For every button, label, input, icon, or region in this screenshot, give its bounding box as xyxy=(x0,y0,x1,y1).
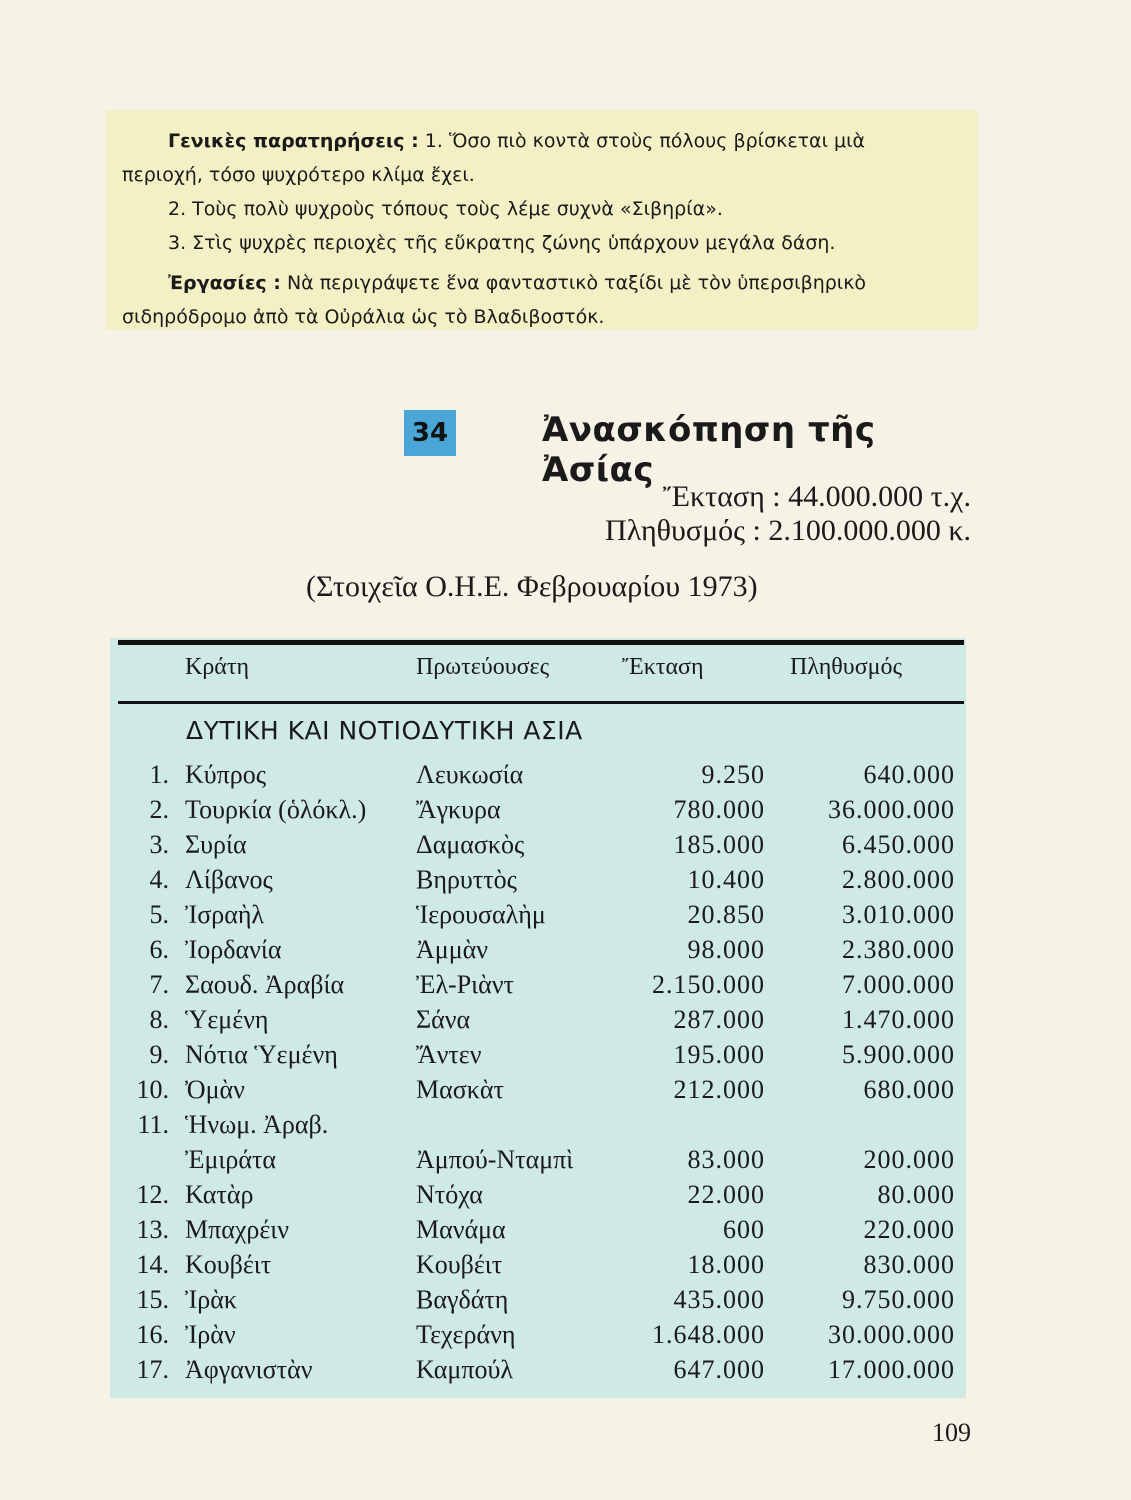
row-number: 3. xyxy=(149,830,169,859)
population-value: 220.000 xyxy=(863,1215,955,1244)
row-number: 5. xyxy=(149,900,169,929)
table-row xyxy=(0,1285,1131,1320)
capital-name: Δαμασκὸς xyxy=(416,830,525,859)
tasks-label: Ἐργασίες : xyxy=(168,272,281,294)
row-number: 11. xyxy=(137,1110,169,1139)
area-value: 185.000 xyxy=(673,830,765,859)
country-name: Συρία xyxy=(185,830,247,859)
population-value: 9.750.000 xyxy=(842,1285,955,1314)
area-value: 18.000 xyxy=(687,1250,765,1279)
table-row xyxy=(0,760,1131,795)
row-number: 14. xyxy=(136,1250,169,1279)
area-value: 780.000 xyxy=(673,795,765,824)
country-name: Ἰορδανία xyxy=(185,935,282,964)
row-number: 1. xyxy=(149,760,169,789)
population-value: 30.000.000 xyxy=(828,1320,955,1349)
row-number: 2. xyxy=(149,795,169,824)
table-row xyxy=(0,1110,1131,1145)
area-value: 2.150.000 xyxy=(652,970,765,999)
population-value: 36.000.000 xyxy=(828,795,955,824)
area-value: 212.000 xyxy=(673,1075,765,1104)
table-row xyxy=(0,1040,1131,1075)
table-header-rule xyxy=(118,701,964,704)
area-value: 435.000 xyxy=(673,1285,765,1314)
area-value: 647.000 xyxy=(673,1355,765,1384)
section-title: ΔΥΤΙΚΗ ΚΑΙ ΝΟΤΙΟΔΥΤΙΚΗ ΑΣΙΑ xyxy=(186,716,583,745)
capital-name: Μανάμα xyxy=(416,1215,506,1244)
population-value: 200.000 xyxy=(863,1145,955,1174)
area-value: 83.000 xyxy=(687,1145,765,1174)
country-name: Ὑεμένη xyxy=(185,1005,269,1034)
capital-name: Ἀμπού-Νταμπὶ xyxy=(416,1145,574,1174)
capital-name: Ντόχα xyxy=(416,1180,483,1209)
table-row xyxy=(0,1320,1131,1355)
asia-population: Πληθυσμός : 2.100.000.000 κ. xyxy=(605,514,971,547)
table-row xyxy=(0,1005,1131,1040)
table-row xyxy=(0,1250,1131,1285)
row-number: 17. xyxy=(136,1355,169,1384)
country-name: Ἰρὰν xyxy=(185,1320,236,1349)
capital-name: Μασκὰτ xyxy=(416,1075,504,1104)
table-row xyxy=(0,1355,1131,1390)
population-value: 2.380.000 xyxy=(842,935,955,964)
country-name: Λίβανος xyxy=(185,865,273,894)
table-rows xyxy=(0,760,1131,1390)
population-value: 17.000.000 xyxy=(828,1355,955,1384)
population-value: 2.800.000 xyxy=(842,865,955,894)
population-value: 5.900.000 xyxy=(842,1040,955,1069)
country-name: Κουβέιτ xyxy=(185,1250,272,1279)
area-value: 600 xyxy=(723,1215,765,1244)
population-value: 80.000 xyxy=(877,1180,955,1209)
table-top-rule xyxy=(118,640,964,645)
row-number: 15. xyxy=(136,1285,169,1314)
area-value: 1.648.000 xyxy=(652,1320,765,1349)
area-value: 287.000 xyxy=(673,1005,765,1034)
population-value: 3.010.000 xyxy=(842,900,955,929)
capital-name: Ἱερουσαλὴμ xyxy=(416,900,546,929)
population-value: 640.000 xyxy=(863,760,955,789)
table-row xyxy=(0,830,1131,865)
area-value: 195.000 xyxy=(673,1040,765,1069)
table-row xyxy=(0,970,1131,1005)
capital-name: Σάνα xyxy=(416,1005,471,1034)
note-point2: 2. Τοὺς πολὺ ψυχροὺς τόπους τοὺς λέμε συχνὰ «Σιβηρία». xyxy=(168,198,723,220)
table-row xyxy=(0,865,1131,900)
capital-name: Τεχεράνη xyxy=(416,1320,516,1349)
population-value: 1.470.000 xyxy=(842,1005,955,1034)
capital-name: Ἄντεν xyxy=(416,1040,482,1069)
row-number: 6. xyxy=(149,935,169,964)
area-value: 10.400 xyxy=(687,865,765,894)
population-value: 830.000 xyxy=(863,1250,955,1279)
page-number: 109 xyxy=(932,1418,971,1447)
note-point3: 3. Στὶς ψυχρὲς περιοχὲς τῆς εὔκρατης ζώνης ὑπάρχουν μεγάλα δάση. xyxy=(168,232,836,254)
country-name: Τουρκία (ὁλόκλ.) xyxy=(185,795,367,824)
note-point1: Γενικὲς παρατηρήσεις : 1. Ὅσο πιὸ κοντὰ στοὺς πόλους βρίσκεται μιὰ xyxy=(168,130,866,152)
task-paragraph: Ἐργασίες : Νὰ περιγράψετε ἕνα φανταστικὸ ταξίδι μὲ τὸν ὑπερσιβηρικὸ xyxy=(168,272,867,294)
area-value: 20.850 xyxy=(687,900,765,929)
country-name: Ἰσραὴλ xyxy=(185,900,265,929)
task-cont: σιδηρόδρομο ἀπὸ τὰ Οὐράλια ὡς τὸ Βλαδιβοστόκ. xyxy=(122,306,605,328)
data-source-note: (Στοιχεῖα Ο.Η.Ε. Φεβρουαρίου 1973) xyxy=(306,570,758,603)
row-number: 16. xyxy=(136,1320,169,1349)
country-name: Μπαχρέιν xyxy=(185,1215,290,1244)
country-name: Ἰρὰκ xyxy=(185,1285,237,1314)
general-notes-label: Γενικὲς παρατηρήσεις : xyxy=(168,130,419,152)
country-name: Ἐμιράτα xyxy=(185,1145,277,1174)
capital-name: Ἐλ-Ριὰντ xyxy=(416,970,514,999)
capital-name: Λευκωσία xyxy=(416,760,524,789)
area-value: 9.250 xyxy=(701,760,765,789)
header-capital: Πρωτεύουσες xyxy=(416,654,550,680)
row-number: 9. xyxy=(149,1040,169,1069)
table-row xyxy=(0,795,1131,830)
capital-name: Βαγδάτη xyxy=(416,1285,509,1314)
capital-name: Ἀμμὰν xyxy=(416,935,489,964)
general-notes-box xyxy=(106,110,978,330)
capital-name: Βηρυττὸς xyxy=(416,865,517,894)
country-name: Ἡνωμ. Ἀραβ. xyxy=(185,1110,329,1139)
table-row xyxy=(0,1180,1131,1215)
row-number: 7. xyxy=(149,970,169,999)
table-row xyxy=(0,1075,1131,1110)
table-row xyxy=(0,1145,1131,1180)
header-population: Πληθυσμός xyxy=(790,654,902,680)
note-point1-cont: περιοχή, τόσο ψυχρότερο κλίμα ἔχει. xyxy=(122,164,475,186)
country-name: Κύπρος xyxy=(185,760,267,789)
row-number: 4. xyxy=(149,865,169,894)
country-name: Νότια Ὑεμένη xyxy=(185,1040,338,1069)
country-name: Ἀφγανιστὰν xyxy=(185,1355,313,1384)
asia-area: Ἔκταση : 44.000.000 τ.χ. xyxy=(662,480,971,513)
row-number: 12. xyxy=(136,1180,169,1209)
lesson-number-badge: 34 xyxy=(404,410,456,456)
table-row xyxy=(0,1215,1131,1250)
country-name: Σαουδ. Ἀραβία xyxy=(185,970,345,999)
capital-name: Καμπούλ xyxy=(416,1355,513,1384)
population-value: 7.000.000 xyxy=(842,970,955,999)
area-value: 22.000 xyxy=(687,1180,765,1209)
country-name: Ὀμὰν xyxy=(185,1075,245,1104)
header-country: Κράτη xyxy=(185,654,250,680)
country-name: Κατὰρ xyxy=(185,1180,254,1209)
header-area: Ἔκταση xyxy=(622,654,704,680)
table-row xyxy=(0,935,1131,970)
row-number: 13. xyxy=(136,1215,169,1244)
population-value: 680.000 xyxy=(863,1075,955,1104)
row-number: 10. xyxy=(136,1075,169,1104)
capital-name: Ἄγκυρα xyxy=(416,795,501,824)
lesson-title: Ἀνασκόπηση τῆς Ἀσίας xyxy=(542,410,876,490)
population-value: 6.450.000 xyxy=(842,830,955,859)
table-row xyxy=(0,900,1131,935)
capital-name: Κουβέιτ xyxy=(416,1250,503,1279)
area-value: 98.000 xyxy=(687,935,765,964)
row-number: 8. xyxy=(149,1005,169,1034)
